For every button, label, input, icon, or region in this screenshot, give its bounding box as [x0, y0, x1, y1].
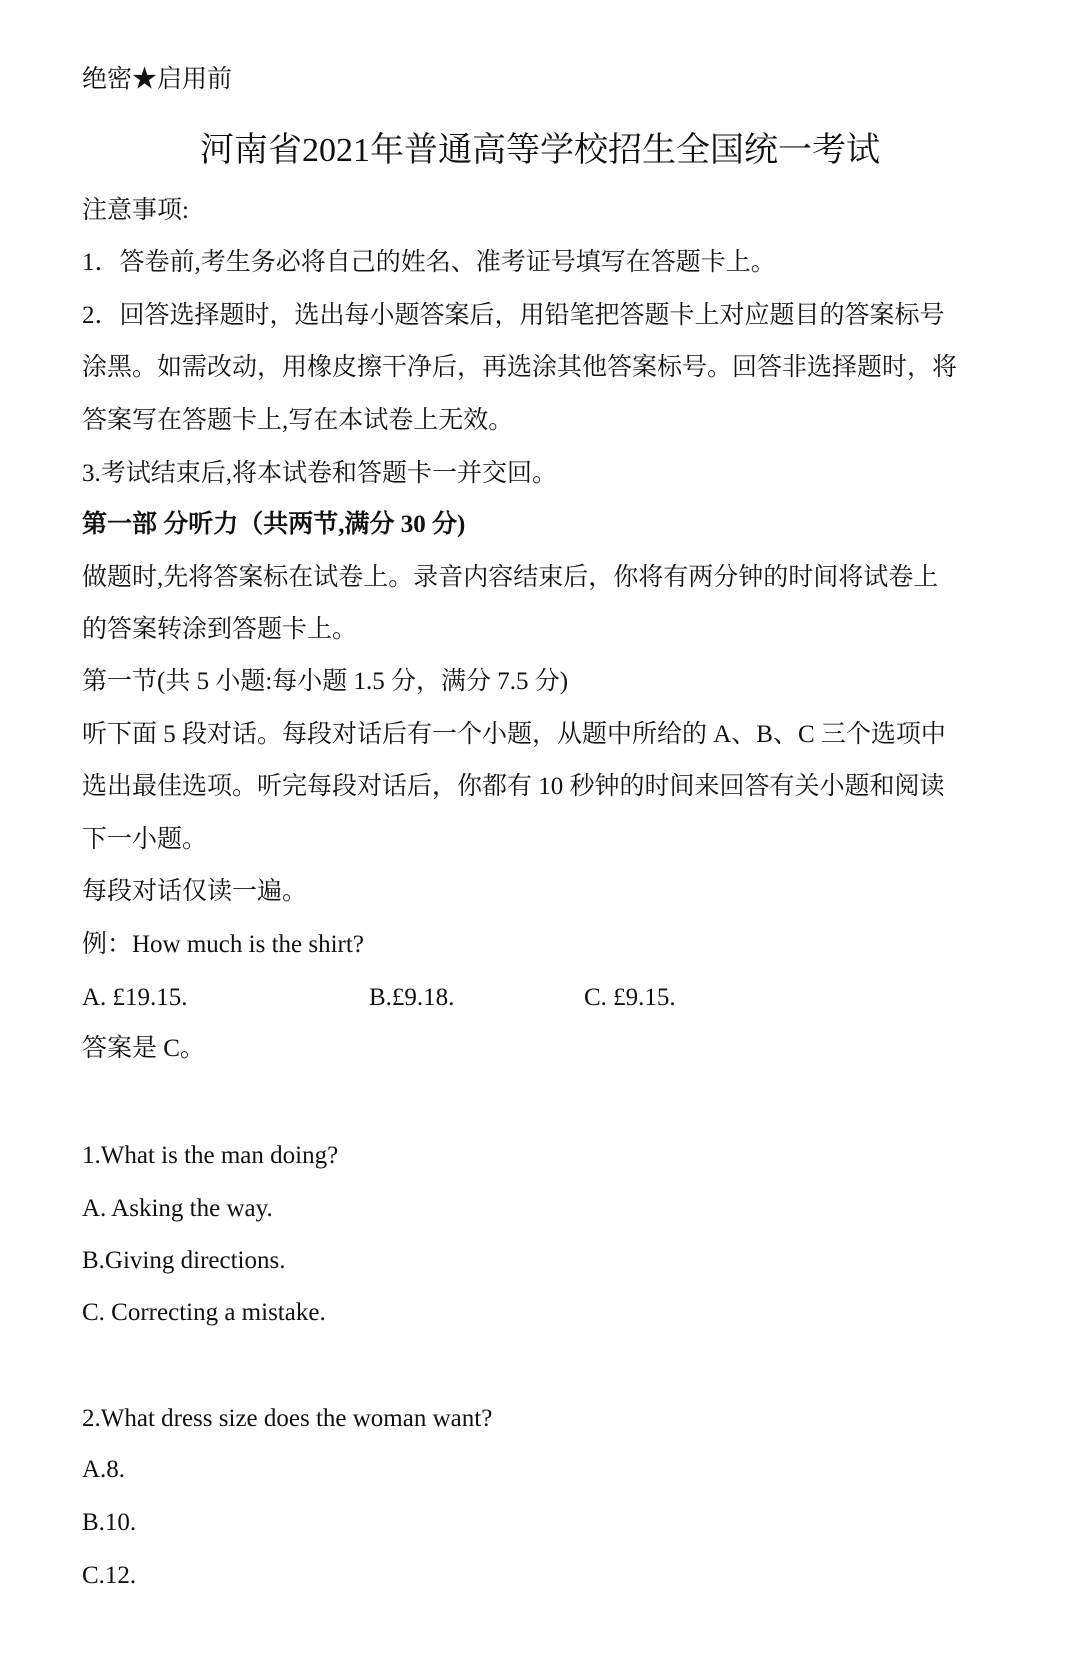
example-option-a: A. £19.15. [82, 984, 188, 1011]
question-1-option-a: A. Asking the way. [82, 1195, 273, 1222]
question-2-option-c: C.12. [82, 1562, 137, 1589]
example-option-b: B.£9.18. [369, 984, 455, 1011]
question-2: 2.What dress size does the woman want? [82, 1405, 493, 1432]
question-1-option-b: B.Giving directions. [82, 1247, 286, 1274]
question-2-option-a: A.8. [82, 1456, 126, 1483]
example-answer: 答案是 C。 [82, 1035, 205, 1062]
question-1: 1.What is the man doing? [82, 1142, 339, 1169]
note-line: 答案写在答题卡上,写在本试卷上无效。 [82, 407, 514, 434]
instruction-line: 听下面 5 段对话。每段对话后有一个小题，从题中所给的 A、B、C 三个选项中 [82, 721, 946, 748]
example-question: 例：How much is the shirt? [82, 931, 364, 958]
instruction-line: 下一小题。 [82, 826, 208, 853]
intro-line: 做题时,先将答案标在试卷上。录音内容结束后，你将有两分钟的时间将试卷上 [82, 564, 939, 591]
confidential-label: 绝密★启用前 [82, 66, 233, 93]
question-1-option-c: C. Correcting a mistake. [82, 1299, 326, 1326]
note-line: 3.考试结束后,将本试卷和答题卡一并交回。 [82, 460, 558, 487]
example-option-c: C. £9.15. [584, 984, 676, 1011]
page-title: 河南省2021年普通高等学校招生全国统一考试 [200, 132, 880, 169]
section-heading: 第一节(共 5 小题:每小题 1.5 分，满分 7.5 分) [82, 668, 569, 695]
notes-heading: 注意事项: [82, 197, 189, 224]
note-line: 1．答卷前,考生务必将自己的姓名、准考证号填写在答题卡上。 [82, 249, 776, 276]
question-2-option-b: B.10. [82, 1509, 137, 1536]
note-line: 涂黑。如需改动，用橡皮擦干净后，再选涂其他答案标号。回答非选择题时，将 [82, 354, 958, 381]
instruction-line: 选出最佳选项。听完每段对话后，你都有 10 秒钟的时间来回答有关小题和阅读 [82, 773, 945, 800]
intro-line: 的答案转涂到答题卡上。 [82, 616, 358, 643]
note-line: 2．回答选择题时，选出每小题答案后，用铅笔把答题卡上对应题目的答案标号 [82, 302, 945, 329]
part1-heading: 第一部 分听力（共两节,满分 30 分) [82, 511, 466, 538]
instruction-line: 每段对话仅读一遍。 [82, 878, 308, 905]
